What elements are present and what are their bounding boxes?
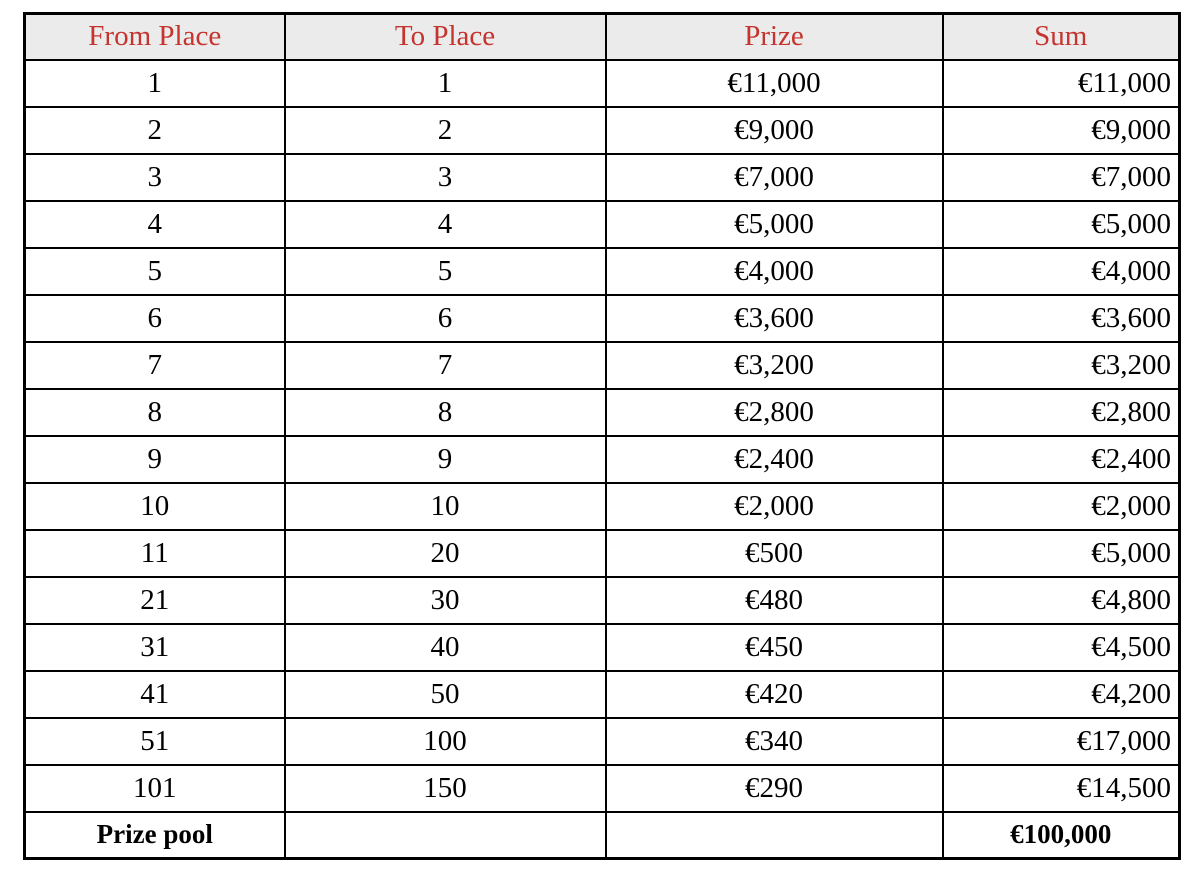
cell-from-place: 101 bbox=[25, 765, 285, 812]
table-footer bbox=[25, 812, 1180, 859]
cell-sum: €14,500 bbox=[943, 765, 1180, 812]
cell-from-place: 7 bbox=[25, 342, 285, 389]
cell-sum: €4,800 bbox=[943, 577, 1180, 624]
cell-prize: €480 bbox=[606, 577, 943, 624]
table-header bbox=[25, 14, 1180, 60]
footer-row bbox=[25, 812, 1180, 859]
cell-to-place: 5 bbox=[285, 248, 606, 295]
table-row bbox=[25, 154, 1180, 201]
cell-sum: €2,400 bbox=[943, 436, 1180, 483]
prize-pool-total: €100,000 bbox=[943, 812, 1180, 859]
cell-from-place: 6 bbox=[25, 295, 285, 342]
cell-sum: €4,500 bbox=[943, 624, 1180, 671]
cell-to-place: 6 bbox=[285, 295, 606, 342]
footer-prize-cell bbox=[606, 812, 943, 859]
cell-to-place: 20 bbox=[285, 530, 606, 577]
footer-to-cell bbox=[285, 812, 606, 859]
header-to-place: To Place bbox=[285, 14, 606, 60]
cell-sum: €2,800 bbox=[943, 389, 1180, 436]
cell-prize: €9,000 bbox=[606, 107, 943, 154]
cell-to-place: 10 bbox=[285, 483, 606, 530]
cell-to-place: 2 bbox=[285, 107, 606, 154]
cell-prize: €290 bbox=[606, 765, 943, 812]
cell-sum: €11,000 bbox=[943, 60, 1180, 107]
table-row bbox=[25, 295, 1180, 342]
table-row bbox=[25, 60, 1180, 107]
cell-from-place: 10 bbox=[25, 483, 285, 530]
cell-to-place: 100 bbox=[285, 718, 606, 765]
cell-to-place: 3 bbox=[285, 154, 606, 201]
cell-to-place: 40 bbox=[285, 624, 606, 671]
cell-prize: €4,000 bbox=[606, 248, 943, 295]
cell-prize: €5,000 bbox=[606, 201, 943, 248]
cell-prize: €2,800 bbox=[606, 389, 943, 436]
table-row bbox=[25, 483, 1180, 530]
cell-from-place: 4 bbox=[25, 201, 285, 248]
cell-from-place: 41 bbox=[25, 671, 285, 718]
table-row bbox=[25, 530, 1180, 577]
cell-sum: €7,000 bbox=[943, 154, 1180, 201]
cell-prize: €450 bbox=[606, 624, 943, 671]
cell-to-place: 30 bbox=[285, 577, 606, 624]
table-row bbox=[25, 201, 1180, 248]
cell-prize: €3,200 bbox=[606, 342, 943, 389]
table-row bbox=[25, 248, 1180, 295]
prize-structure-document bbox=[23, 12, 1181, 860]
cell-to-place: 150 bbox=[285, 765, 606, 812]
cell-sum: €5,000 bbox=[943, 201, 1180, 248]
cell-to-place: 1 bbox=[285, 60, 606, 107]
cell-to-place: 7 bbox=[285, 342, 606, 389]
cell-from-place: 3 bbox=[25, 154, 285, 201]
cell-prize: €2,400 bbox=[606, 436, 943, 483]
table-row bbox=[25, 765, 1180, 812]
cell-prize: €500 bbox=[606, 530, 943, 577]
header-row bbox=[25, 14, 1180, 60]
cell-from-place: 11 bbox=[25, 530, 285, 577]
prize-structure-table bbox=[23, 12, 1181, 860]
table-row bbox=[25, 671, 1180, 718]
cell-from-place: 2 bbox=[25, 107, 285, 154]
table-row bbox=[25, 342, 1180, 389]
cell-from-place: 8 bbox=[25, 389, 285, 436]
cell-to-place: 50 bbox=[285, 671, 606, 718]
header-from-place: From Place bbox=[25, 14, 285, 60]
table-body bbox=[25, 60, 1180, 812]
cell-to-place: 9 bbox=[285, 436, 606, 483]
cell-prize: €11,000 bbox=[606, 60, 943, 107]
cell-prize: €2,000 bbox=[606, 483, 943, 530]
cell-sum: €4,000 bbox=[943, 248, 1180, 295]
cell-prize: €420 bbox=[606, 671, 943, 718]
cell-prize: €340 bbox=[606, 718, 943, 765]
cell-sum: €17,000 bbox=[943, 718, 1180, 765]
cell-sum: €2,000 bbox=[943, 483, 1180, 530]
cell-sum: €4,200 bbox=[943, 671, 1180, 718]
cell-from-place: 31 bbox=[25, 624, 285, 671]
table-row bbox=[25, 624, 1180, 671]
cell-from-place: 5 bbox=[25, 248, 285, 295]
cell-sum: €3,200 bbox=[943, 342, 1180, 389]
cell-from-place: 1 bbox=[25, 60, 285, 107]
table-row bbox=[25, 107, 1180, 154]
table-row bbox=[25, 577, 1180, 624]
prize-pool-label: Prize pool bbox=[25, 812, 285, 859]
cell-sum: €3,600 bbox=[943, 295, 1180, 342]
cell-prize: €3,600 bbox=[606, 295, 943, 342]
cell-sum: €9,000 bbox=[943, 107, 1180, 154]
table-row bbox=[25, 718, 1180, 765]
table-row bbox=[25, 389, 1180, 436]
cell-prize: €7,000 bbox=[606, 154, 943, 201]
cell-to-place: 4 bbox=[285, 201, 606, 248]
cell-from-place: 51 bbox=[25, 718, 285, 765]
cell-from-place: 9 bbox=[25, 436, 285, 483]
cell-from-place: 21 bbox=[25, 577, 285, 624]
cell-to-place: 8 bbox=[285, 389, 606, 436]
cell-sum: €5,000 bbox=[943, 530, 1180, 577]
header-prize: Prize bbox=[606, 14, 943, 60]
table-row bbox=[25, 436, 1180, 483]
header-sum: Sum bbox=[943, 14, 1180, 60]
